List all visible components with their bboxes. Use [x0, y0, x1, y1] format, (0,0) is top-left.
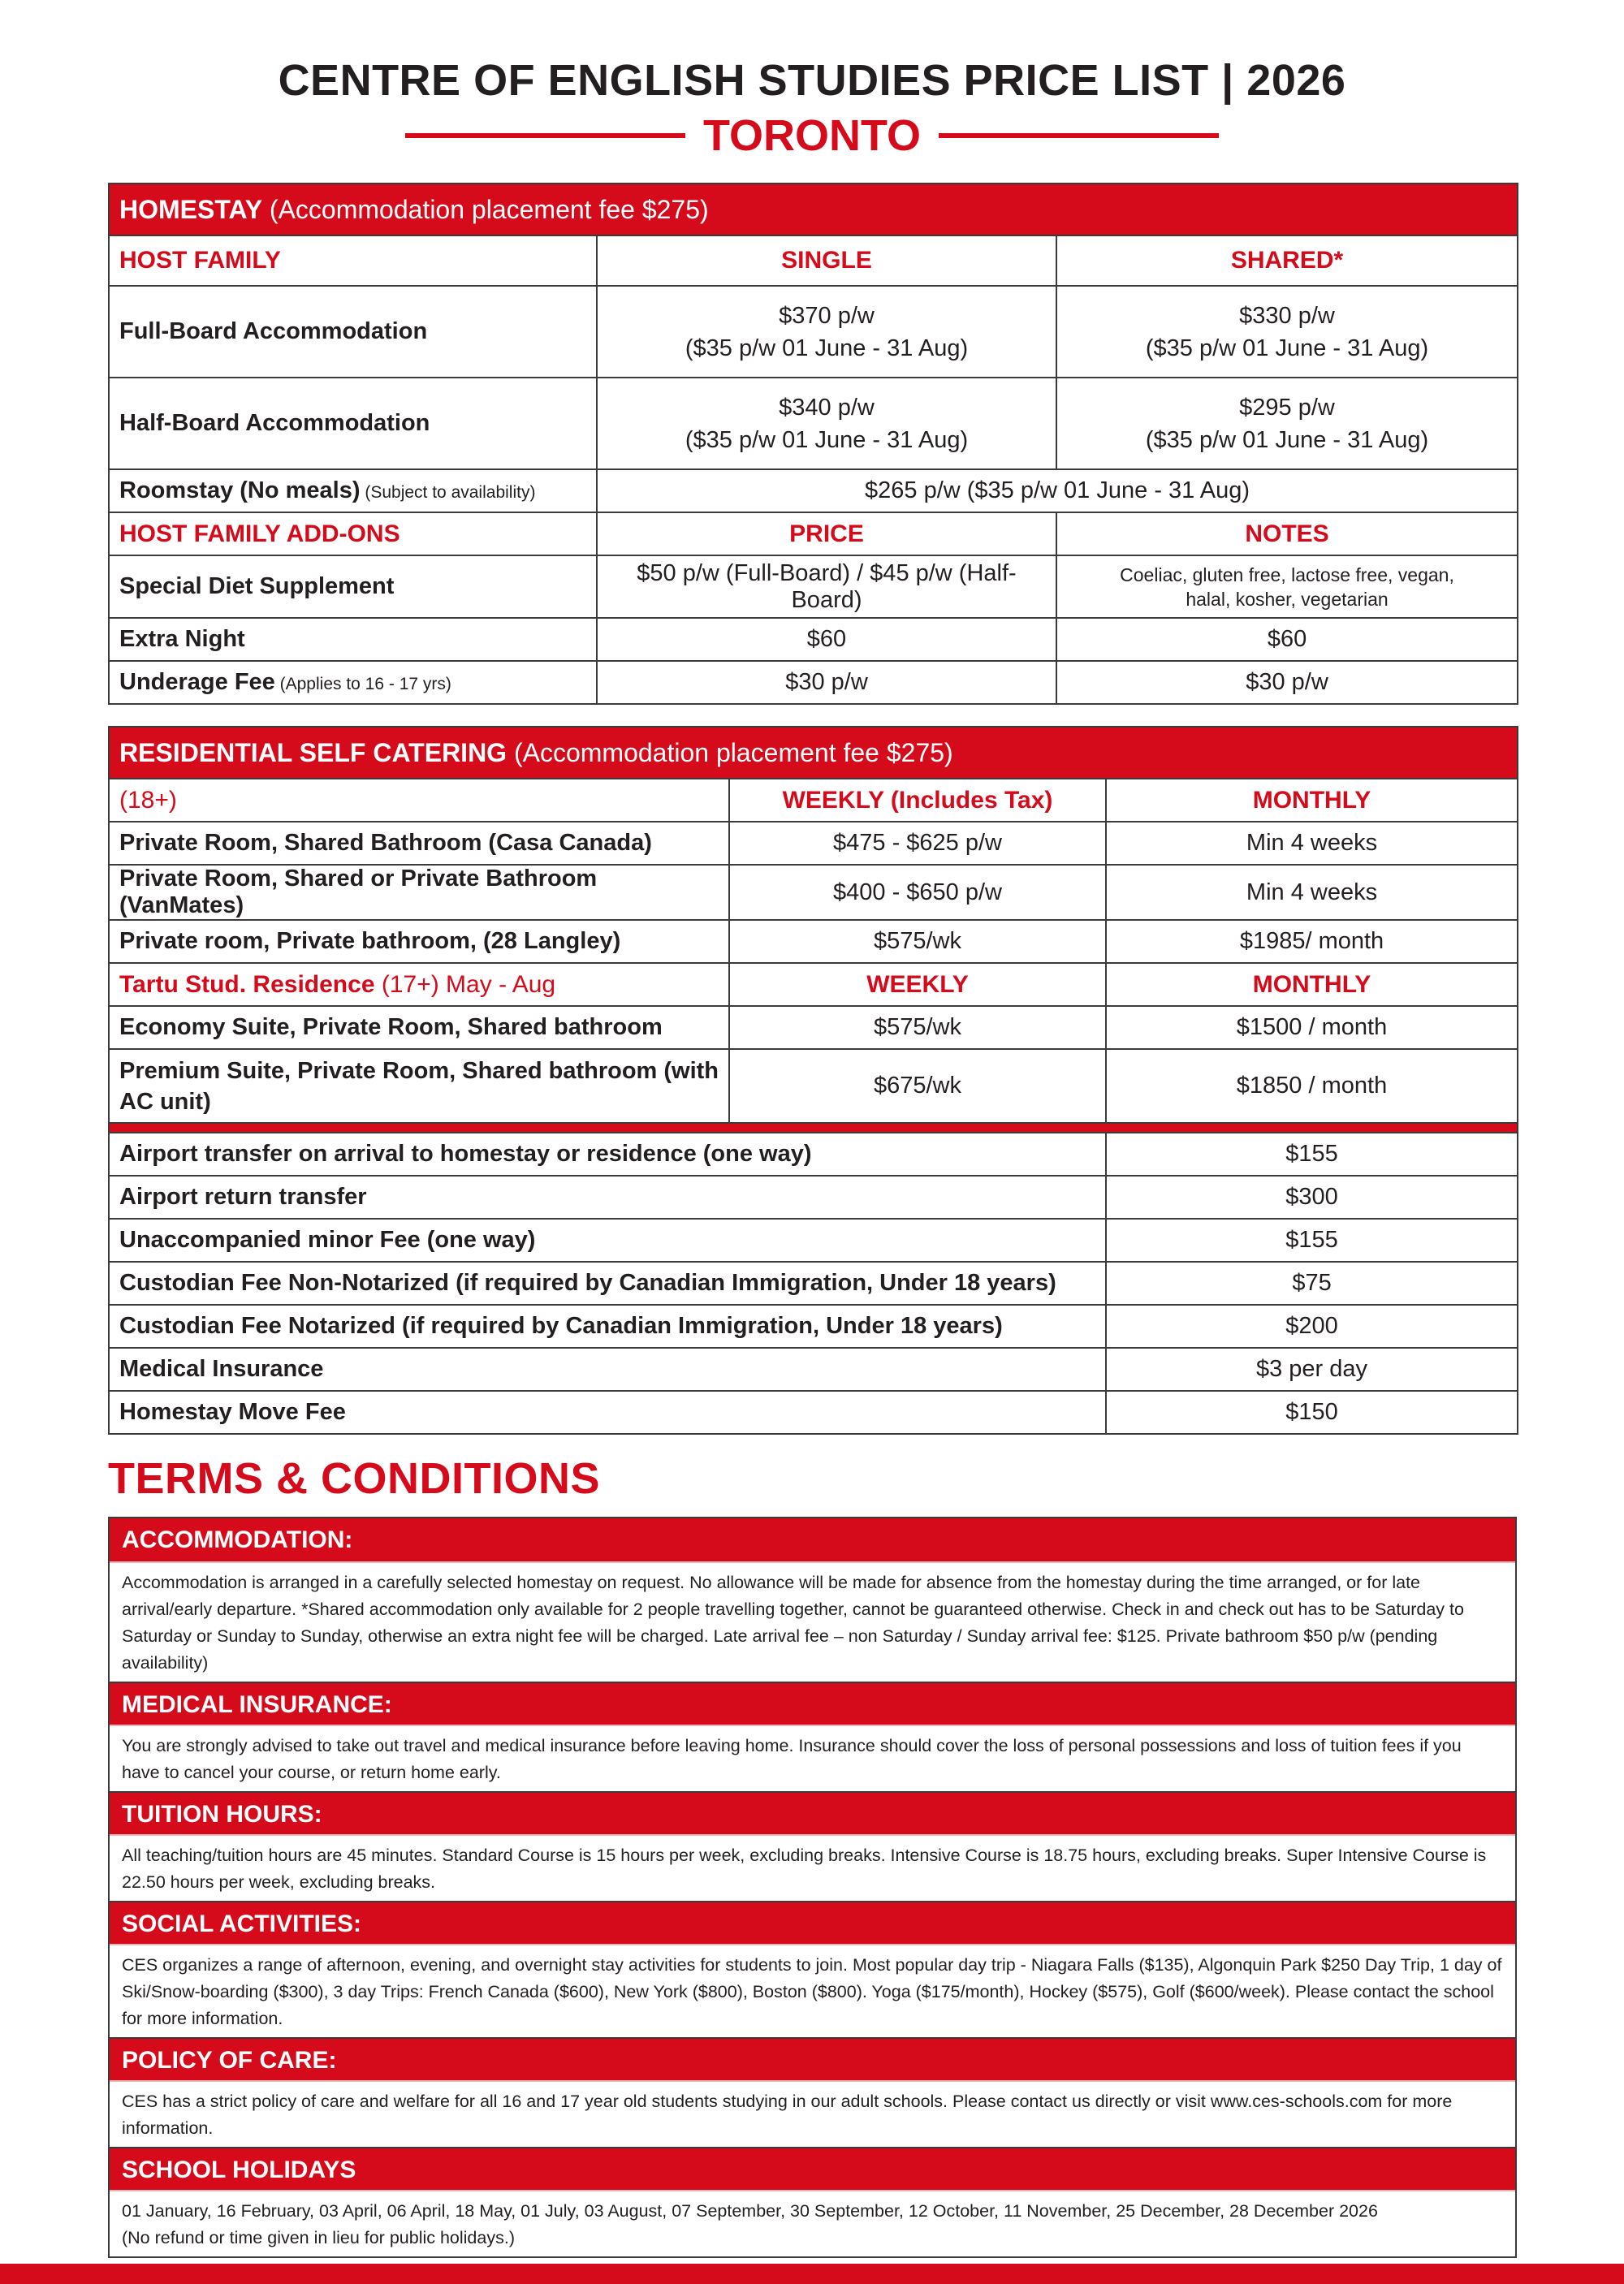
- row-label: Full-Board Accommodation: [109, 286, 597, 378]
- terms-box: [108, 1517, 1517, 2258]
- price-cell: $150: [1106, 1391, 1518, 1434]
- table-row: [109, 1133, 1518, 1176]
- homestay-placement-fee: (Accommodation placement fee $275): [262, 194, 709, 224]
- price-summer: ($35 p/w 01 June - 31 Aug): [1145, 335, 1429, 361]
- price-cell: [597, 378, 1056, 469]
- title-year: 2026: [1246, 56, 1346, 105]
- underage-note: (Applies to 16 - 17 yrs): [274, 675, 451, 693]
- footer-bar: [0, 2264, 1624, 2284]
- row-label: Extra Night: [109, 618, 597, 661]
- table-row: [109, 1305, 1518, 1348]
- homestay-table: [108, 183, 1518, 705]
- price-main: $370 p/w: [779, 302, 875, 329]
- price-cell: $50 p/w (Full-Board) / $45 p/w (Half-Board): [597, 555, 1056, 618]
- table-row: [109, 1176, 1518, 1219]
- row-label: Economy Suite, Private Room, Shared bathroom: [109, 1006, 729, 1049]
- term-heading: POLICY OF CARE:: [110, 2037, 1515, 2080]
- underage-label: Underage Fee: [119, 669, 275, 695]
- residential-placement-fee: (Accommodation placement fee $275): [507, 737, 953, 767]
- monthly-cell: Min 4 weeks: [1106, 822, 1518, 865]
- homestay-column-headers: [109, 235, 1518, 286]
- col-price: PRICE: [597, 512, 1056, 555]
- term-body: [110, 1944, 1515, 2037]
- roomstay-label: Roomstay (No meals): [119, 477, 361, 503]
- term-body: [110, 1834, 1515, 1901]
- divider-right: [939, 133, 1219, 138]
- homestay-title: HOMESTAY: [119, 194, 263, 224]
- price-cell: [597, 286, 1056, 378]
- term-text: 01 January, 16 February, 03 April, 06 April, 18 May, 01 July, 03 August, 07 September, 30 September, 12 October, 11 November, 25 December, 28 December 2026: [122, 2201, 1378, 2221]
- table-row: [109, 469, 1518, 512]
- weekly-cell: $675/wk: [729, 1049, 1106, 1123]
- row-label: Custodian Fee Notarized (if required by Canadian Immigration, Under 18 years): [109, 1305, 1106, 1348]
- tartu-title: [109, 963, 729, 1006]
- age-label: (18+): [119, 786, 177, 814]
- roomstay-price: $265 p/w ($35 p/w 01 June - 31 Aug): [597, 469, 1518, 512]
- row-label: Airport transfer on arrival to homestay or residence (one way): [109, 1133, 1106, 1176]
- price-cell: $30 p/w: [597, 661, 1056, 704]
- row-label: Special Diet Supplement: [109, 555, 597, 618]
- term-heading: SOCIAL ACTIVITIES:: [110, 1901, 1515, 1944]
- col-weekly: WEEKLY (Includes Tax): [729, 779, 1106, 822]
- homestay-header: [109, 183, 1518, 235]
- weekly-cell: $400 - $650 p/w: [729, 865, 1106, 920]
- row-label: Unaccompanied minor Fee (one way): [109, 1219, 1106, 1262]
- table-row: [109, 1006, 1518, 1049]
- row-label: Medical Insurance: [109, 1348, 1106, 1391]
- price-cell: $300: [1106, 1176, 1518, 1219]
- table-row: [109, 1348, 1518, 1391]
- tartu-column-headers: [109, 963, 1518, 1006]
- col-notes: NOTES: [1056, 512, 1518, 555]
- weekly-cell: $575/wk: [729, 1006, 1106, 1049]
- notes-line: halal, kosher, vegetarian: [1186, 588, 1389, 610]
- row-label: Half-Board Accommodation: [109, 378, 597, 469]
- monthly-cell: $1850 / month: [1106, 1049, 1518, 1123]
- table-row: [109, 286, 1518, 378]
- price-main: $295 p/w: [1239, 394, 1335, 421]
- section-divider: [109, 1123, 1518, 1133]
- table-row: [109, 1391, 1518, 1434]
- residential-column-headers: [109, 779, 1518, 822]
- residential-table: [108, 726, 1518, 1435]
- price-cell: $60: [597, 618, 1056, 661]
- price-main: $340 p/w: [779, 394, 875, 421]
- table-row: [109, 1219, 1518, 1262]
- city-name: TORONTO: [702, 111, 922, 160]
- price-cell: $155: [1106, 1133, 1518, 1176]
- term-text: Accommodation is arranged in a carefully selected homestay on request. No allowance will be made for absence from the homestay during the time arranged, or for late arrival/early departure. *Shared accommodation only available for 2 people travelling together, cannot be guaranteed otherwise. Check in and check out has to be Saturday to Saturday or Sunday to Sunday, otherwise an extra night fee will be charged. Late arrival fee – non Saturday / Sunday arrival fee: $125. Private bathroom $50 p/w (pending availability): [122, 1573, 1464, 1673]
- table-row: [109, 378, 1518, 469]
- page-title: [0, 55, 1624, 106]
- price-cell: $3 per day: [1106, 1348, 1518, 1391]
- addons-column-headers: [109, 512, 1518, 555]
- col-weekly: WEEKLY: [729, 963, 1106, 1006]
- extras-list: [109, 1133, 1518, 1434]
- term-body: [110, 1725, 1515, 1791]
- table-row: [109, 618, 1518, 661]
- tartu-name: Tartu Stud. Residence: [119, 970, 375, 998]
- residential-title: RESIDENTIAL SELF CATERING: [119, 737, 508, 767]
- notes-cell: $30 p/w: [1056, 661, 1518, 704]
- table-row: [109, 920, 1518, 963]
- price-summer: ($35 p/w 01 June - 31 Aug): [685, 335, 969, 361]
- col-monthly: MONTHLY: [1106, 963, 1518, 1006]
- price-cell: [1056, 286, 1518, 378]
- row-label: Premium Suite, Private Room, Shared bathroom (with AC unit): [109, 1049, 729, 1123]
- notes-cell: [1056, 555, 1518, 618]
- table-row: [109, 1049, 1518, 1123]
- price-summer: ($35 p/w 01 June - 31 Aug): [685, 426, 969, 453]
- term-heading: ACCOMMODATION:: [110, 1518, 1515, 1561]
- table-row: [109, 661, 1518, 704]
- term-heading: MEDICAL INSURANCE:: [110, 1682, 1515, 1725]
- monthly-cell: $1500 / month: [1106, 1006, 1518, 1049]
- tartu-note: (17+) May - Aug: [374, 970, 556, 998]
- term-body: [110, 1561, 1515, 1682]
- term-text: All teaching/tuition hours are 45 minutes. Standard Course is 15 hours per week, excluding breaks. Intensive Course is 18.75 hours, excluding breaks. Super Intensive Course is 22.50 hours per week, excluding breaks.: [122, 1846, 1487, 1892]
- row-label: [109, 661, 597, 704]
- price-main: $330 p/w: [1239, 302, 1335, 329]
- col-addons: HOST FAMILY ADD-ONS: [109, 512, 597, 555]
- roomstay-note: (Subject to availability): [360, 483, 536, 502]
- term-text: CES has a strict policy of care and welfare for all 16 and 17 year old students studying in our adult schools. Please contact us directly or visit www.ces-schools.com for more information.: [122, 2092, 1453, 2138]
- table-row: [109, 822, 1518, 865]
- price-summer: ($35 p/w 01 June - 31 Aug): [1145, 426, 1429, 453]
- row-label: [109, 469, 597, 512]
- table-row: [109, 1262, 1518, 1305]
- price-cell: $155: [1106, 1219, 1518, 1262]
- row-label: Private Room, Shared Bathroom (Casa Canada): [109, 822, 729, 865]
- row-label: Private room, Private bathroom, (28 Langley): [109, 920, 729, 963]
- row-label: Custodian Fee Non-Notarized (if required by Canadian Immigration, Under 18 years): [109, 1262, 1106, 1305]
- term-body: [110, 2080, 1515, 2147]
- col-monthly: MONTHLY: [1106, 779, 1518, 822]
- table-row: [109, 555, 1518, 618]
- monthly-cell: Min 4 weeks: [1106, 865, 1518, 920]
- term-heading: TUITION HOURS:: [110, 1791, 1515, 1834]
- row-label: Airport return transfer: [109, 1176, 1106, 1219]
- divider-left: [405, 133, 685, 138]
- table-row: [109, 865, 1518, 920]
- monthly-cell: $1985/ month: [1106, 920, 1518, 963]
- term-body: [110, 2190, 1515, 2256]
- price-cell: $75: [1106, 1262, 1518, 1305]
- term-text: You are strongly advised to take out travel and medical insurance before leaving home. Insurance should cover the loss of personal possessions and loss of tuition fees if you have to cancel your course, or return home early.: [122, 1736, 1462, 1782]
- row-label: Private Room, Shared or Private Bathroom (VanMates): [109, 865, 729, 920]
- term-text-note: (No refund or time given in lieu for public holidays.): [122, 2228, 515, 2247]
- price-cell: $200: [1106, 1305, 1518, 1348]
- col-shared: SHARED*: [1056, 235, 1518, 286]
- terms-title: TERMS & CONDITIONS: [108, 1454, 601, 1503]
- weekly-cell: $575/wk: [729, 920, 1106, 963]
- col-age: [109, 779, 729, 822]
- residential-header: [109, 727, 1518, 779]
- title-text: CENTRE OF ENGLISH STUDIES PRICE LIST |: [278, 56, 1247, 105]
- notes-line: Coeliac, gluten free, lactose free, vegan,: [1120, 563, 1454, 585]
- term-heading: SCHOOL HOLIDAYS: [110, 2147, 1515, 2190]
- price-cell: [1056, 378, 1518, 469]
- row-label: Homestay Move Fee: [109, 1391, 1106, 1434]
- col-host-family: HOST FAMILY: [109, 235, 597, 286]
- city-heading: [0, 109, 1624, 162]
- notes-cell: $60: [1056, 618, 1518, 661]
- col-single: SINGLE: [597, 235, 1056, 286]
- term-text: CES organizes a range of afternoon, evening, and overnight stay activities for students to join. Most popular day trip - Niagara Falls ($135), Algonquin Park $250 Day Trip, 1 day of Ski/Snow-boarding ($300), 3 day Trips: French Canada ($600), New York ($800), Boston ($800). Yoga ($175/month), Hockey ($575), Golf ($600/week). Please contact the school for more information.: [122, 1955, 1502, 2028]
- weekly-cell: $475 - $625 p/w: [729, 822, 1106, 865]
